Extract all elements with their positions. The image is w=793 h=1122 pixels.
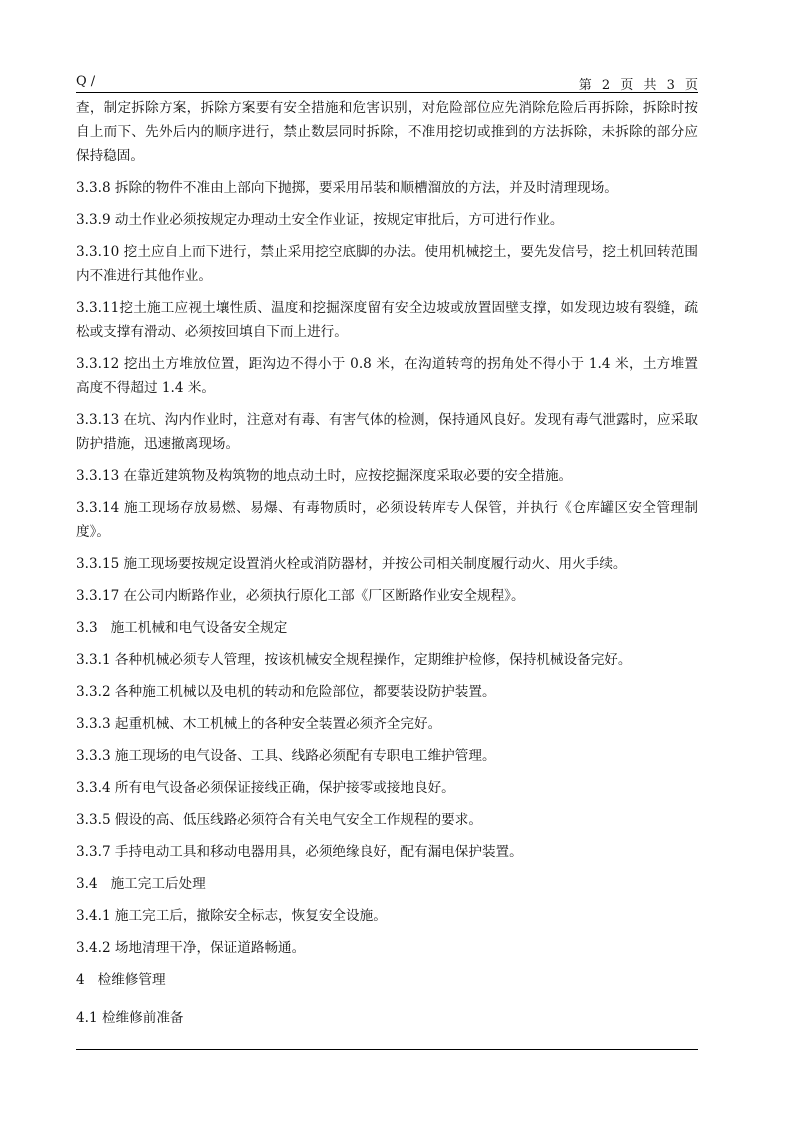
paragraph: 3.4.2 场地清理干净，保证道路畅通。 — [76, 940, 306, 956]
paragraph: 3.3.14 施工现场存放易燃、易爆、有毒物质时，必须设转库专人保管，并执行《仓库罐区安全管理制度》。 — [76, 500, 698, 540]
doc-code: Q / — [76, 74, 96, 89]
paragraph: 3.3.13 在靠近建筑物及构筑物的地点动土时，应按挖掘深度采取必要的安全措施。 — [76, 468, 573, 484]
paragraph: 3.3 施工机械和电气设备安全规定 — [76, 620, 288, 636]
paragraph: 3.3.1 各种机械必须专人管理，按该机械安全规程操作，定期维护检修，保持机械设备完好。 — [76, 652, 632, 668]
paragraph: 3.3.13 在坑、沟内作业时，注意对有毒、有害气体的检测，保持通风良好。发现有毒气泄露时，应采取防护措施，迅速撤离现场。 — [76, 412, 698, 452]
paragraph: 3.3.5 假设的高、低压线路必须符合有关电气安全工作规程的要求。 — [76, 812, 482, 828]
paragraph: 3.3.11挖土施工应视土壤性质、温度和挖掘深度留有安全边坡或放置固壁支撑，如发现边坡有裂缝，疏松或支撑有滑动、必须按回填自下而上进行。 — [76, 300, 698, 340]
paragraph: 3.3.12 挖出土方堆放位置，距沟边不得小于 0.8 米，在沟道转弯的拐角处不得小于 1.4 米，土方堆置高度不得超过 1.4 米。 — [76, 356, 698, 396]
paragraph: 查，制定拆除方案，拆除方案要有安全措施和危害识别，对危险部位应先消除危险后再拆除，拆除时按自上而下、先外后内的顺序进行，禁止数层同时拆除，不准用挖切或推到的方法拆除，未拆除的部分应保持稳固。 — [76, 100, 698, 164]
footer-rule — [76, 1049, 698, 1050]
section-heading: 4.1 检维修前准备 — [76, 1010, 184, 1026]
paragraph: 3.4.1 施工完工后，撤除安全标志，恢复安全设施。 — [76, 908, 387, 924]
paragraph: 3.3.3 起重机械、木工机械上的各种安全装置必须齐全完好。 — [76, 716, 442, 732]
paragraph: 3.3.7 手持电动工具和移动电器用具，必须绝缘良好，配有漏电保护装置。 — [76, 844, 523, 860]
paragraph: 3.3.8 拆除的物件不准由上部向下抛掷，要采用吊装和顺槽溜放的方法，并及时清理现场。 — [76, 180, 618, 196]
section-heading: 4 检维修管理 — [76, 972, 166, 988]
paragraph: 3.4 施工完工后处理 — [76, 876, 206, 892]
document-body — [76, 96, 698, 1044]
paragraph: 3.3.2 各种施工机械以及电机的转动和危险部位，都要装设防护装置。 — [76, 684, 496, 700]
paragraph: 3.3.3 施工现场的电气设备、工具、线路必须配有专职电工维护管理。 — [76, 748, 496, 764]
paragraph: 3.3.10 挖土应自上而下进行，禁止采用挖空底脚的办法。使用机械挖土，要先发信号，挖土机回转范围内不准进行其他作业。 — [76, 244, 698, 284]
paragraph: 3.3.15 施工现场要按规定设置消火栓或消防器材，并按公司相关制度履行动火、用火手续。 — [76, 556, 627, 572]
paragraph: 3.3.9 动土作业必须按规定办理动土安全作业证，按规定审批后，方可进行作业。 — [76, 212, 564, 228]
page-header — [76, 72, 698, 93]
paragraph: 3.3.17 在公司内断路作业，必须执行原化工部《厂区断路作业安全规程》。 — [76, 588, 525, 604]
paragraph: 3.3.4 所有电气设备必须保证接线正确，保护接零或接地良好。 — [76, 780, 455, 796]
page-number: 第 2 页 共 3 页 — [578, 78, 698, 93]
